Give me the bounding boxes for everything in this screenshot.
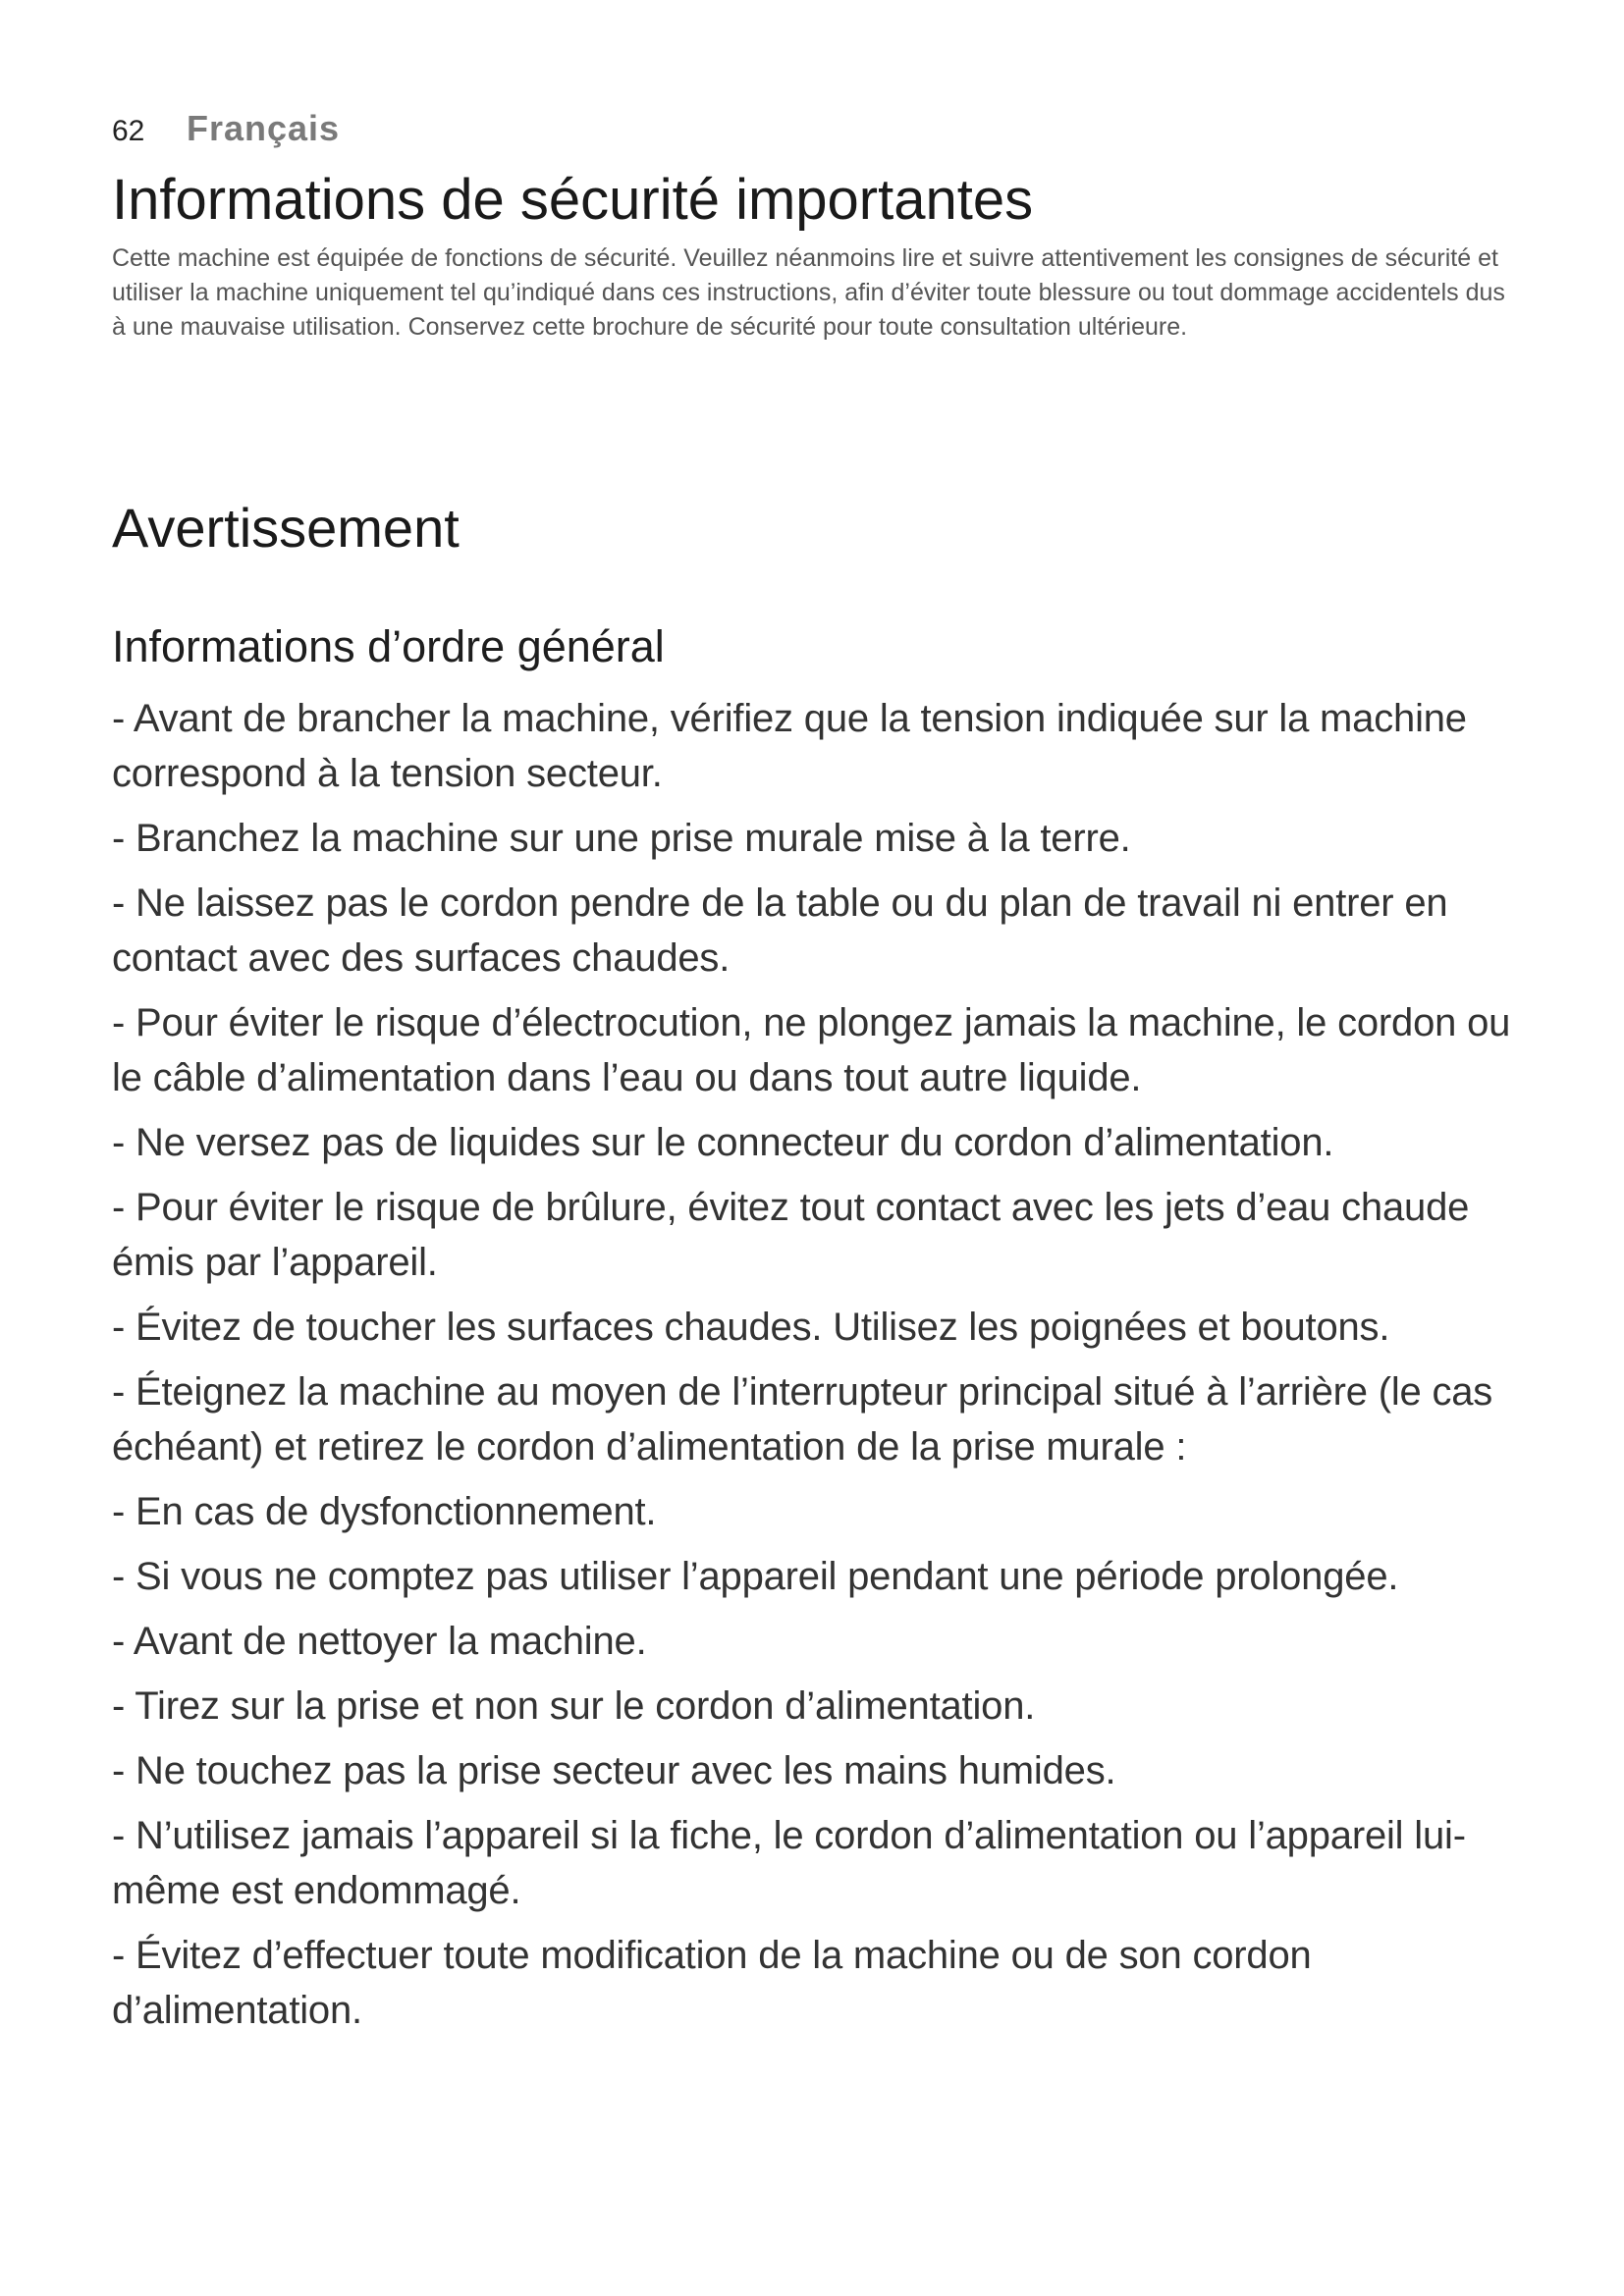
- intro-paragraph: Cette machine est équipée de fonctions de sécurité. Veuillez néanmoins lire et suivre attentivement les consignes de sécurité et utiliser la machine uniquement tel qu’indiqué dans ces instructions, afin d’éviter toute blessure ou tout dommage accidentels dus à une mauvaise utilisation. Conservez cette brochure de sécurité pour toute consultation ultérieure.: [112, 244, 1505, 341]
- subsection-title-general: Informations d’ordre général: [112, 621, 665, 671]
- safety-item: - En cas de dysfonctionnement.: [112, 1490, 657, 1533]
- safety-item: - Évitez de toucher les surfaces chaudes. Utilisez les poignées et boutons.: [112, 1306, 1390, 1349]
- page-title: Informations de sécurité importantes: [112, 168, 1034, 232]
- safety-item: - Éteignez la machine au moyen de l’interrupteur principal situé à l’arrière (le cas échéant) et retirez le cordon d’alimentation de la prise murale :: [112, 1370, 1493, 1468]
- safety-item: - Évitez d’effectuer toute modification de la machine ou de son cordon d’alimentation.: [112, 1934, 1312, 2032]
- safety-item: - Ne laissez pas le cordon pendre de la table ou du plan de travail ni entrer en contact avec des surfaces chaudes.: [112, 881, 1448, 980]
- safety-item: - Tirez sur la prise et non sur le cordon d’alimentation.: [112, 1684, 1036, 1728]
- safety-item: - Branchez la machine sur une prise murale mise à la terre.: [112, 817, 1131, 860]
- safety-item: - Si vous ne comptez pas utiliser l’appareil pendant une période prolongée.: [112, 1555, 1399, 1598]
- safety-item: - N’utilisez jamais l’appareil si la fiche, le cordon d’alimentation ou l’appareil lui-même est endommagé.: [112, 1814, 1466, 1912]
- safety-item: - Pour éviter le risque de brûlure, évitez tout contact avec les jets d’eau chaude émis par l’appareil.: [112, 1186, 1470, 1284]
- language-label: Français: [187, 108, 341, 148]
- page-header: [112, 108, 340, 149]
- safety-item: - Ne versez pas de liquides sur le connecteur du cordon d’alimentation.: [112, 1121, 1334, 1164]
- page-number: 62: [112, 115, 145, 147]
- safety-item: - Ne touchez pas la prise secteur avec les mains humides.: [112, 1749, 1116, 1792]
- safety-list: [112, 691, 1536, 2048]
- safety-item: - Avant de brancher la machine, vérifiez que la tension indiquée sur la machine correspond à la tension secteur.: [112, 697, 1467, 795]
- safety-item: - Avant de nettoyer la machine.: [112, 1620, 647, 1663]
- safety-item: - Pour éviter le risque d’électrocution, ne plongez jamais la machine, le cordon ou le câble d’alimentation dans l’eau ou dans tout autre liquide.: [112, 1001, 1511, 1099]
- section-title-warning: Avertissement: [112, 497, 460, 559]
